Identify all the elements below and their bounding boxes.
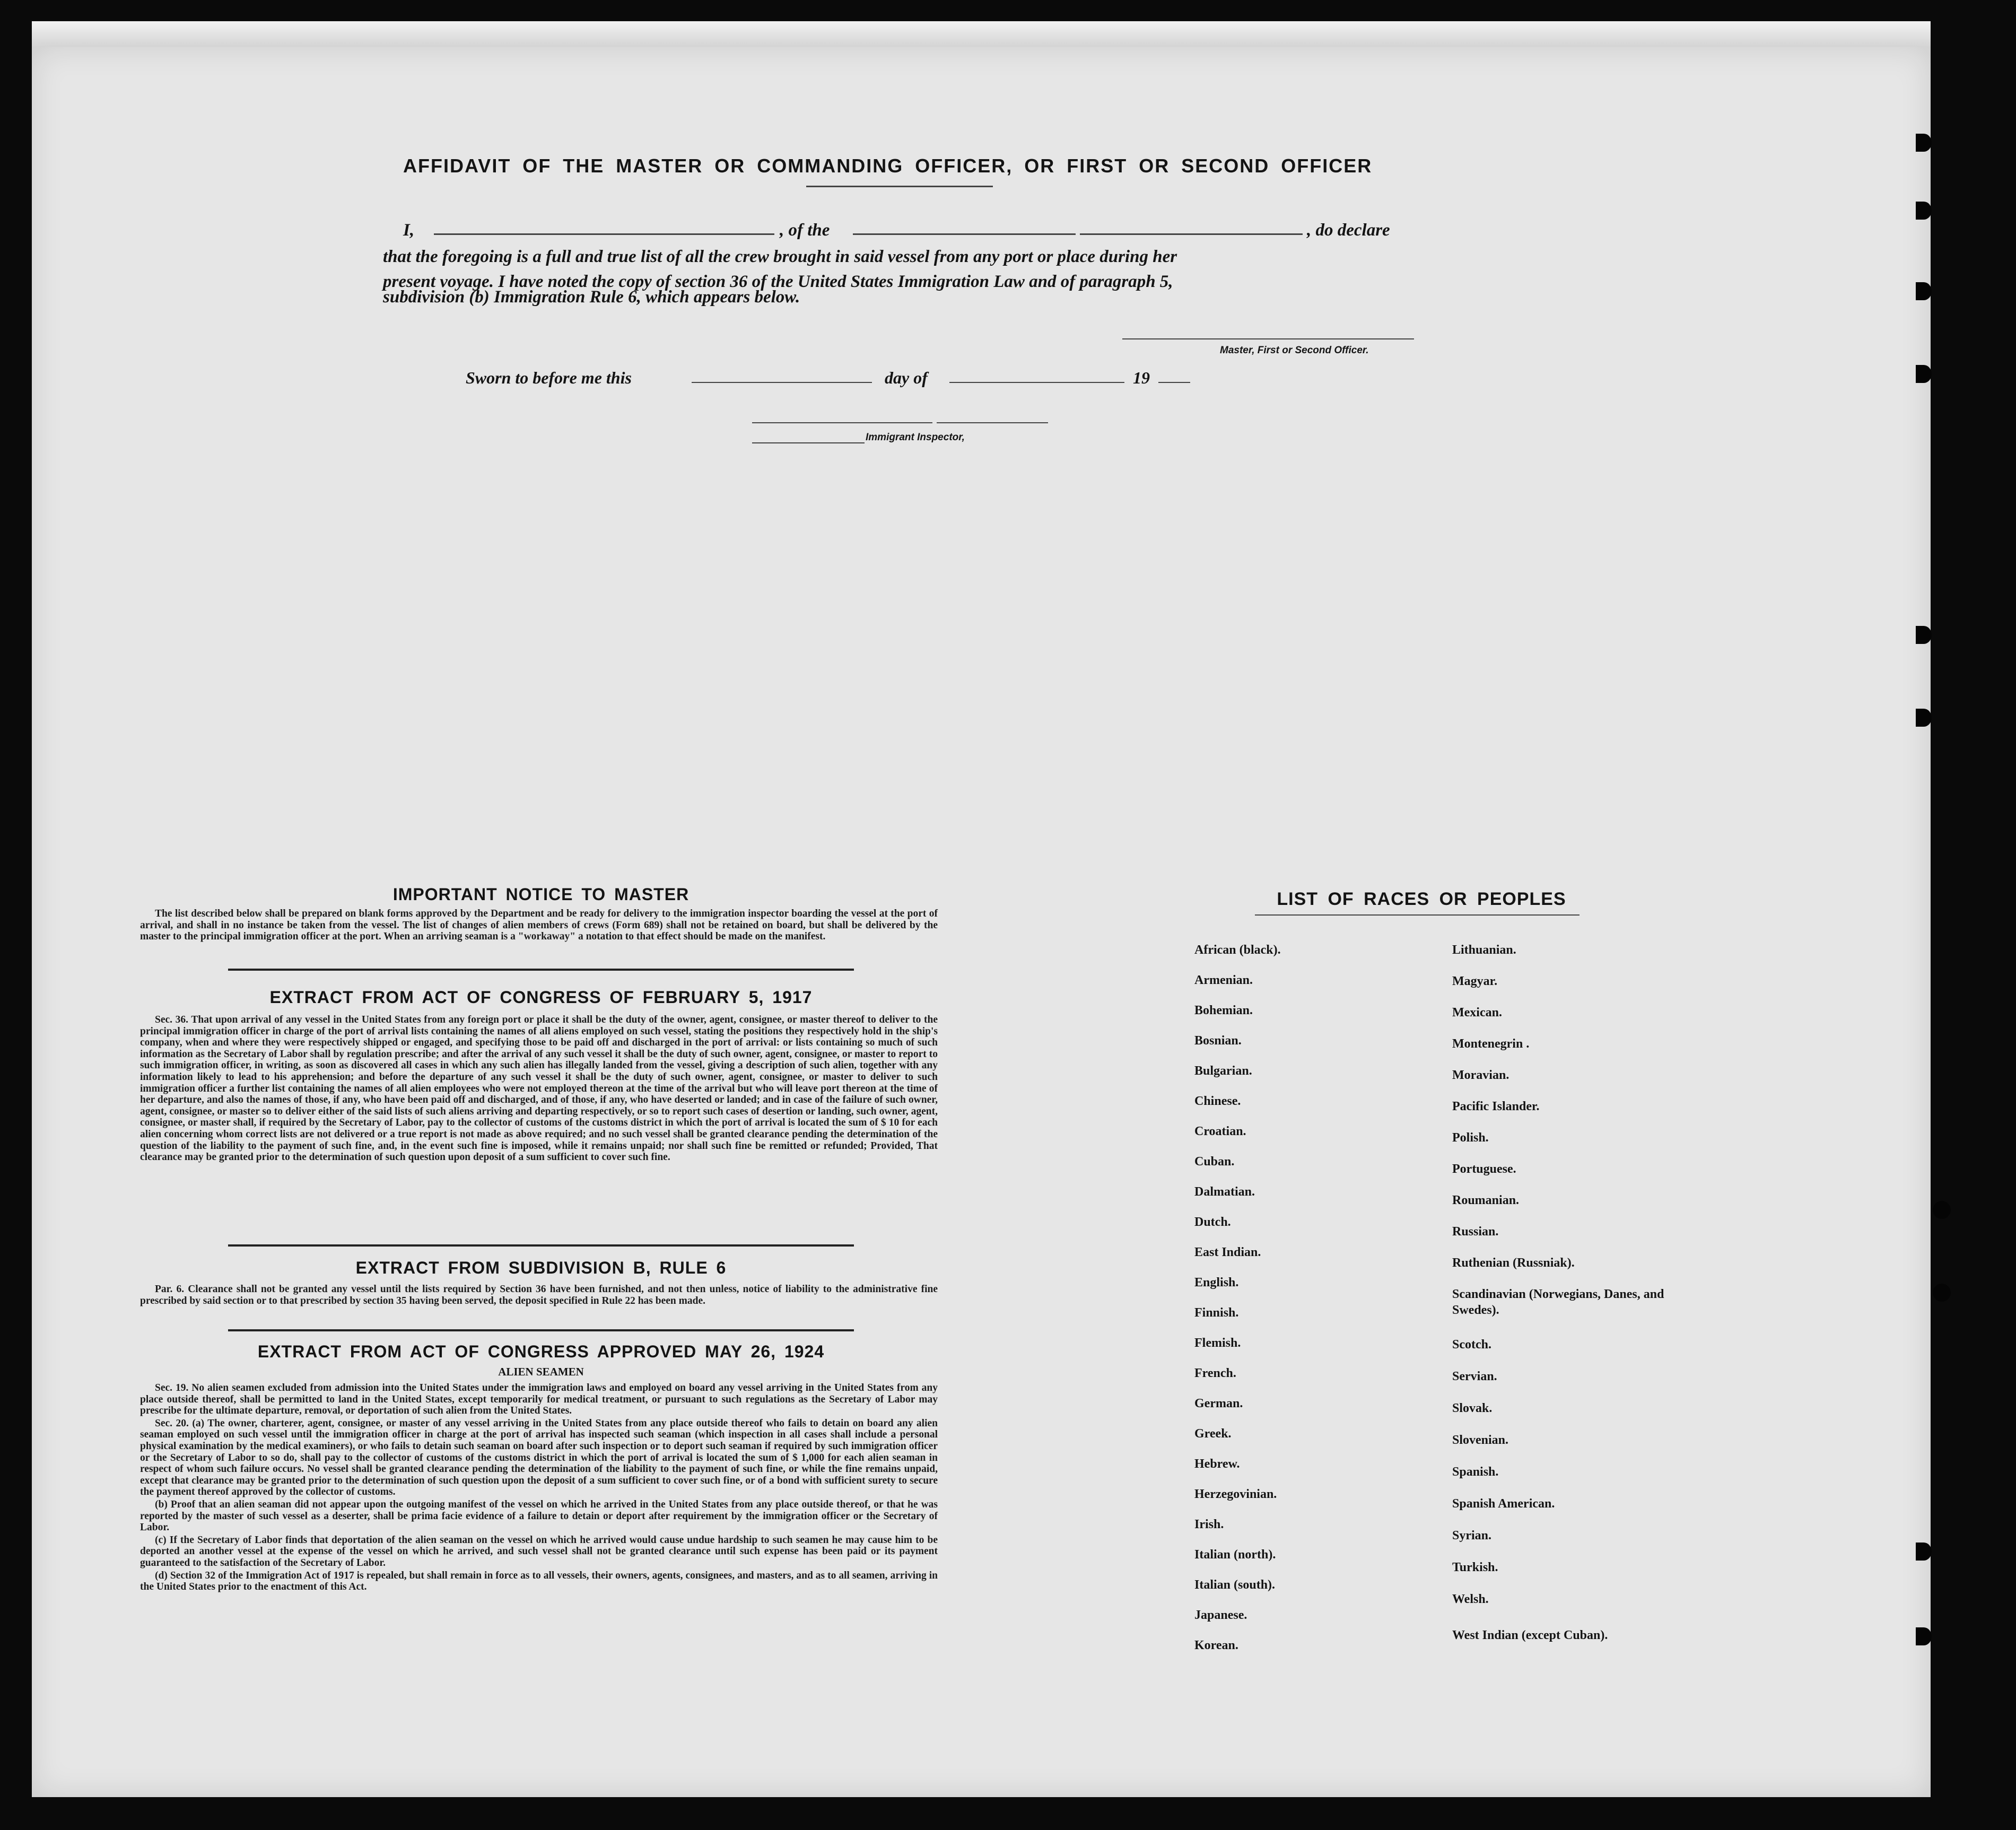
race-item: East Indian. (1194, 1245, 1261, 1259)
race-item: Spanish. (1452, 1465, 1499, 1479)
race-item: Roumanian. (1452, 1193, 1520, 1207)
punch-hole (1916, 1543, 1932, 1561)
affidavit-line-2: present voyage. I have noted the copy of section 36 of the United States Immigration Law and of paragraph 5, (383, 272, 1173, 291)
punch-hole (1933, 1201, 1951, 1219)
affidavit-i-label: I, (403, 221, 415, 240)
punch-hole (1916, 626, 1932, 644)
master-signature-line[interactable] (1122, 338, 1414, 339)
sec-20b-paragraph: (b) Proof that an alien seaman did not appear upon the outgoing manifest of the vessel on which he arrived in the United States from any place outside thereof, or that he was reported by the master of such vessel as a deserter, shall be prima facie evidence of a failure to detain or deport after requirement by the immigration officer or the Secretary of Labor. (140, 1498, 938, 1533)
extract-1917-title: EXTRACT FROM ACT OF CONGRESS OF FEBRUARY 5, 1917 (269, 988, 813, 1007)
race-item: Dalmatian. (1194, 1185, 1255, 1199)
day-of-text: day of (885, 368, 928, 387)
race-item: Ruthenian (Russniak). (1452, 1256, 1575, 1270)
race-item: French. (1194, 1366, 1236, 1380)
race-item: Herzegovinian. (1194, 1487, 1277, 1501)
paragraph-6: Par. 6. Clearance shall not be granted any vessel until the lists required by Section 36 have been furnished, and not then unless, notice of liability to the administrative fine prescribed by said section or to that prescribed by section 35 having been served, the deposit specified in Rule 22 has been made. (140, 1284, 938, 1306)
affidavit-line-1: that the foregoing is a full and true list of all the crew brought in said vessel from any port or place during her (383, 247, 1177, 266)
race-item: Montenegrin . (1452, 1037, 1530, 1051)
race-item: Slovak. (1452, 1401, 1493, 1415)
name-blank[interactable] (434, 233, 774, 235)
race-item: Welsh. (1452, 1592, 1489, 1606)
punch-hole (1916, 365, 1932, 383)
year-prefix: 19 (1133, 368, 1150, 387)
race-item: Scandinavian (Norwegians, Danes, and Swedes). (1452, 1287, 1664, 1317)
race-item: Magyar. (1452, 974, 1498, 988)
race-item: English. (1194, 1276, 1239, 1289)
race-item: Scotch. (1452, 1338, 1491, 1352)
race-item: Irish. (1194, 1518, 1224, 1531)
race-item: Bulgarian. (1194, 1064, 1252, 1078)
vessel-blank[interactable] (1080, 233, 1303, 235)
extract-rule6-title: EXTRACT FROM SUBDIVISION B, RULE 6 (355, 1258, 727, 1277)
race-item: Korean. (1194, 1639, 1238, 1652)
race-item: German. (1194, 1397, 1243, 1410)
race-item: Bosnian. (1194, 1034, 1242, 1048)
race-item: Lithuanian. (1452, 943, 1516, 957)
race-item: Greek. (1194, 1427, 1232, 1441)
extract-1924-text (140, 1382, 938, 1594)
sworn-day-blank[interactable] (692, 382, 872, 383)
race-item: Turkish. (1452, 1561, 1498, 1574)
race-item: Hebrew. (1194, 1457, 1240, 1471)
race-item: West Indian (except Cuban). (1452, 1628, 1608, 1642)
race-item: Slovenian. (1452, 1433, 1509, 1447)
punch-hole (1916, 202, 1932, 220)
inspector-signature-line-2[interactable] (937, 422, 1048, 423)
race-item: Syrian. (1452, 1529, 1492, 1543)
sec-19-paragraph: Sec. 19. No alien seamen excluded from admission into the United States under the immigration laws and employed on board any vessel arriving in the United States from any place outside thereof, shall be permitted to land in the United States, except temporarily for medical treatment, or pursuant to such regulations as the Secretary of Labor may prescribe for the ultimate departure, removal, or deportation of such alien from the United States. (140, 1382, 938, 1417)
race-item: Flemish. (1194, 1336, 1241, 1350)
sworn-year-blank[interactable] (1158, 382, 1190, 383)
inspector-signature-line-3[interactable] (752, 442, 865, 443)
extract-1924-subtitle: ALIEN SEAMEN (498, 1365, 584, 1378)
race-item: Bohemian. (1194, 1004, 1253, 1017)
race-item: Italian (south). (1194, 1578, 1276, 1592)
inspector-label: Immigrant Inspector, (866, 432, 965, 443)
race-item: Servian. (1452, 1370, 1497, 1383)
position-blank[interactable] (853, 233, 1076, 235)
punch-hole (1916, 282, 1932, 300)
races-title: LIST OF RACES OR PEOPLES (1277, 889, 1566, 909)
race-item: Dutch. (1194, 1215, 1231, 1229)
race-item: Finnish. (1194, 1306, 1239, 1320)
extract-1924-title: EXTRACT FROM ACT OF CONGRESS APPROVED MAY 26, 1924 (257, 1342, 825, 1361)
section-36-paragraph: Sec. 36. That upon arrival of any vessel in the United States from any foreign port or place it shall be the duty of the owner, agent, consignee, or master thereof to deliver to the principal immigration officer in charge of the port of arrival lists containing the names of all aliens employed on such vessel, stating the positions they respectively hold in the ship's company, when and where they were respectively shipped or engaged, and specifying those to be paid off and discharged in the port of arrival: or lists containing so much of such information as the Secretary of Labor shall by regulation prescribe; and after the arrival of any such vessel it shall be the duty of such owner, agent, consignee, or master to report to such immigration officer, in writing, as soon as discovered all cases in which any such alien has illegally landed from the vessel, giving a description of such alien, together with any information likely to lead to his apprehension; and before the departure of any such vessel it shall be the duty of such owner, agent, consignee, or master to deliver to such immigration officer a further list containing the names of all alien employees who were not employed thereon at the time of the arrival but who will leave port thereon at the time of her departure, and also the names of those, if any, who have been paid off and discharged, and of those, if any, who have deserted or landed; and in case of the failure of such owner, agent, consignee, or master so to deliver either of the said lists of such aliens arriving and departing respectively, or so to report such cases of desertion or landing, such owner, agent, consignee, or master shall, if required by the Secretary of Labor, pay to the collector of customs of the customs district in which the port of arrival is located the sum of $ 10 for each alien concerning whom correct lists are not delivered or a true report is not made as above required; and no such vessel shall be granted clearance pending the determination of the question of the liability to the payment of such fine, and, in the event such fine is imposed, while it remains unpaid; nor shall such fine be remitted or refunded; Provided, That clearance may be granted prior to the determination of such question upon deposit of a sum sufficient to cover such fine. (140, 1014, 938, 1163)
affidavit-do-declare: , do declare (1307, 221, 1390, 240)
section-rule (228, 1329, 854, 1331)
master-label: Master, First or Second Officer. (1220, 345, 1369, 356)
race-item: African (black). (1194, 943, 1281, 957)
sec-20a-paragraph: Sec. 20. (a) The owner, charterer, agent, consignee, or master of any vessel arriving in the United States from any place outside thereof who fails to detain on board any alien seaman employed on such vessel until the immigration officer in charge at the port of arrival has inspected such seaman (which inspection in all cases shall include a personal physical examination by the medical examiners), or who fails to detain such seaman on board after such inspection or to deport such seaman if required by such immigration officer or the Secretary of Labor to so do, shall pay to the collector of customs of the customs district in which the port of arrival is located the sum of $ 1,000 for each alien seaman in respect of whom such failure occurs. No vessel shall be granted clearance pending the determination of the liability to the payment of such fine, or while the fine remains unpaid, except that clearance may be granted prior to the determination of such question upon the deposit of a sum sufficient to cover such fine, or of a bond with sufficient surety to secure the payment thereof approved by the collector of customs. (140, 1417, 938, 1498)
extract-1917-text (140, 1014, 938, 1164)
punch-hole (1916, 1627, 1932, 1645)
punch-hole (1916, 709, 1932, 727)
race-item: Chinese. (1194, 1094, 1241, 1108)
races-title-underline (1255, 914, 1579, 916)
race-item: Portuguese. (1452, 1162, 1516, 1176)
punch-hole (1916, 134, 1932, 152)
sec-20d-paragraph: (d) Section 32 of the Immigration Act of 1917 is repealed, but shall remain in force as to all vessels, their owners, agents, consignees, and masters, and as to all seamen, arriving in the United States prior to the enactment of this Act. (140, 1570, 938, 1593)
race-item: Spanish American. (1452, 1497, 1555, 1511)
affidavit-of-the: , of the (780, 221, 830, 240)
notice-title: IMPORTANT NOTICE TO MASTER (392, 885, 690, 904)
sec-20c-paragraph: (c) If the Secretary of Labor finds that deportation of the alien seaman on the vessel on which he arrived would cause undue hardship to such seamen he may cause him to be deported an another vessel at the expense of the vessel on which he arrived, and such vessel shall not be granted clearance until such expense has been paid or its payment guaranteed to the satisfaction of the Secretary of Labor. (140, 1534, 938, 1568)
inspector-signature-line-1[interactable] (752, 422, 932, 423)
race-item: Cuban. (1194, 1155, 1235, 1169)
race-item: Moravian. (1452, 1068, 1509, 1082)
race-item: Italian (north). (1194, 1548, 1276, 1562)
race-item: Armenian. (1194, 973, 1253, 987)
race-item: Russian. (1452, 1225, 1499, 1239)
race-item: Japanese. (1194, 1608, 1247, 1622)
section-rule (228, 1244, 854, 1247)
race-item: Mexican. (1452, 1006, 1502, 1019)
affidavit-line-3: subdivision (b) Immigration Rule 6, which appears below. (383, 287, 800, 307)
affidavit-title: AFFIDAVIT OF THE MASTER OR COMMANDING OFFICER, OR FIRST OR SECOND OFFICER (403, 155, 1373, 177)
notice-text (140, 908, 938, 944)
section-rule (228, 969, 854, 971)
race-item: Polish. (1452, 1131, 1489, 1145)
sworn-text: Sworn to before me this (466, 368, 632, 387)
punch-hole (1933, 1284, 1951, 1302)
notice-paragraph: The list described below shall be prepared on blank forms approved by the Department and be ready for delivery to the immigration inspector boarding the vessel at the port of arrival, and shall in no instance be taken from the vessel. The list of changes of alien members of crews (Form 689) shall not be retained on board, but shall be delivered by the master to the principal immigration officer at the port. When an arriving seaman is a "workaway" a notation to that effect should be made on the manifest. (140, 908, 938, 943)
title-underline (806, 186, 993, 187)
race-item: Pacific Islander. (1452, 1100, 1540, 1113)
sworn-month-blank[interactable] (949, 382, 1124, 383)
race-item: Croatian. (1194, 1125, 1246, 1138)
extract-rule6-text (140, 1284, 938, 1308)
